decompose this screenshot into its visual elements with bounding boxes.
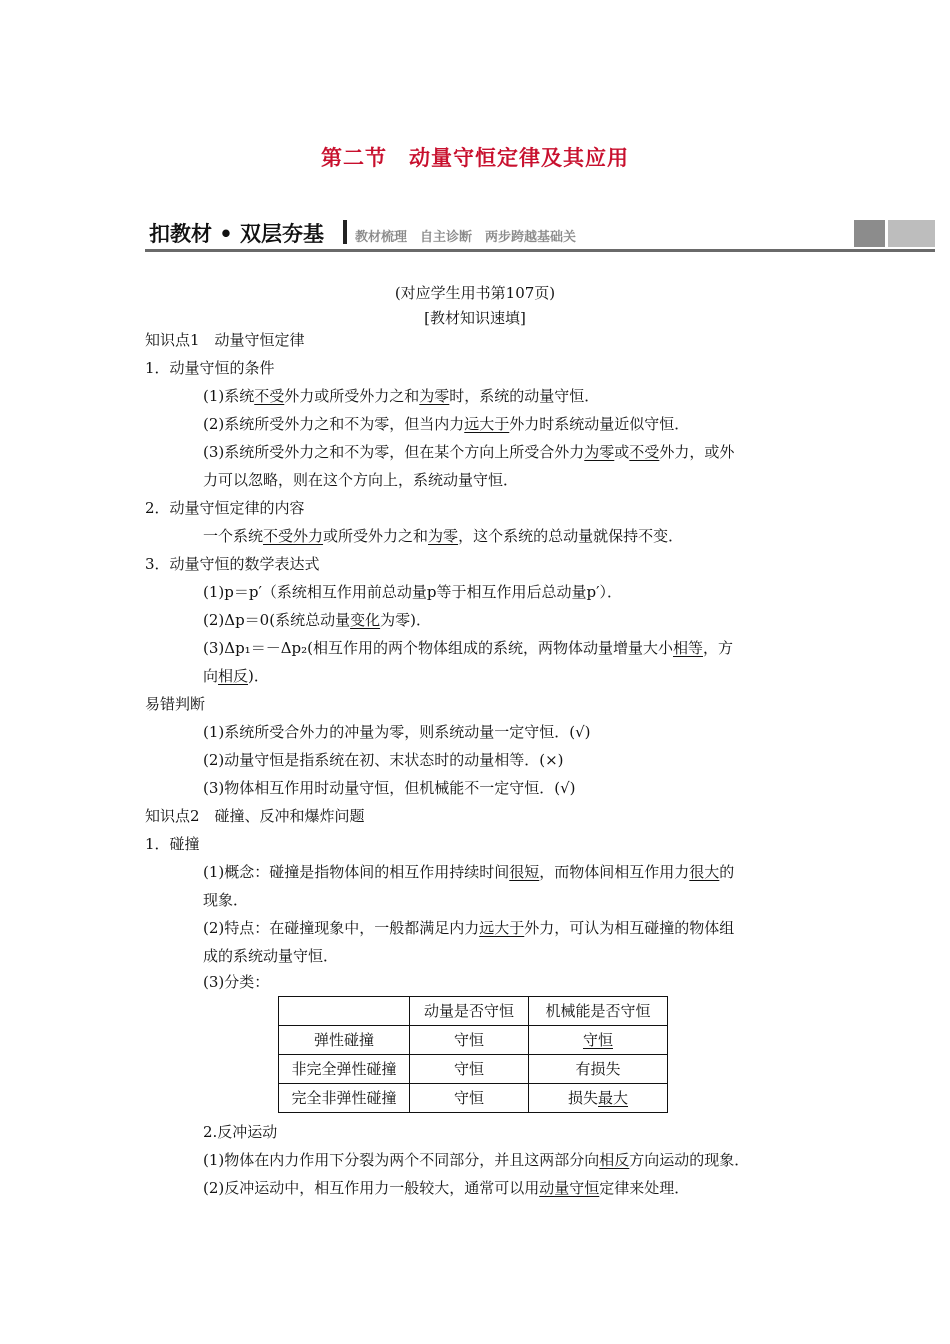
table-row (279, 1026, 668, 1055)
expression-1: (1)p＝p′（系统相互作用前总动量p等于相互作用后总动量p′）． (203, 583, 622, 601)
condition-3-cont: 力可以忽略，则在这个方向上，系统动量守恒． (203, 471, 519, 489)
judge-item: (3)物体相互作用时动量守恒，但机械能不一定守恒．(√) (203, 779, 576, 797)
page-reference: (对应学生用书第107页) (394, 284, 556, 302)
judge-title: 易错判断 (145, 695, 206, 713)
table-cell: 守恒 (410, 1084, 529, 1113)
expression-3: (3)Δp₁＝－Δp₂(相互作用的两个物体组成的系统，两物体动量增量大小相等，方 (203, 639, 734, 657)
collision-table (278, 996, 668, 1113)
table-cell: 守恒 (529, 1026, 668, 1055)
table-cell: 动量是否守恒 (410, 997, 529, 1026)
recoil-2: (2)反冲运动中，相互作用力一般较大，通常可以用动量守恒定律来处理． (203, 1179, 690, 1197)
section-header: [教材知识速填] (424, 309, 526, 327)
recoil-1: (1)物体在内力作用下分裂为两个不同部分，并且这两部分向相反方向运动的现象． (203, 1151, 750, 1169)
knowledge-point-1-title: 知识点1 动量守恒定律 (145, 331, 305, 349)
table-cell: 完全非弹性碰撞 (279, 1084, 410, 1113)
law-content: 一个系统不受外力或所受外力之和为零，这个系统的总动量就保持不变． (203, 527, 684, 545)
section-banner (145, 218, 935, 254)
condition-1: (1)系统不受外力或所受外力之和为零时，系统的动量守恒． (203, 387, 600, 405)
table-cell: 非完全弹性碰撞 (279, 1055, 410, 1084)
table-cell: 有损失 (529, 1055, 668, 1084)
judge-item: (1)系统所受合外力的冲量为零，则系统动量一定守恒．(√) (203, 723, 591, 741)
expression-3-cont: 向相反)． (203, 667, 269, 685)
banner-subtitle: 教材梳理 自主诊断 两步跨越基础关 (355, 230, 577, 245)
table-cell: 守恒 (410, 1055, 529, 1084)
banner-block-light (888, 220, 935, 247)
knowledge-point-2-title: 知识点2 碰撞、反冲和爆炸问题 (145, 807, 365, 825)
table-cell (279, 997, 410, 1026)
banner-title: 扣教材 • 双层夯基 (149, 222, 325, 246)
condition-3: (3)系统所受外力之和不为零，但在某个方向上所受合外力为零或不受外力，或外 (203, 443, 735, 461)
table-cell: 损失最大 (529, 1084, 668, 1113)
collision-feature-cont: 成的系统动量守恒． (203, 947, 339, 965)
banner-divider (343, 220, 347, 244)
table-row (279, 1084, 668, 1113)
expression-2: (2)Δp＝0(系统总动量变化为零)． (203, 611, 431, 629)
heading-recoil: 2.反冲运动 (203, 1123, 278, 1141)
page-title: 第二节 动量守恒定律及其应用 (321, 146, 629, 170)
table-cell: 弹性碰撞 (279, 1026, 410, 1055)
judge-item: (2)动量守恒是指系统在初、末状态时的动量相等．(×) (203, 751, 564, 769)
collision-feature: (2)特点：在碰撞现象中，一般都满足内力远大于外力，可认为相互碰撞的物体组 (203, 919, 735, 937)
table-cell: 守恒 (410, 1026, 529, 1055)
collision-concept: (1)概念：碰撞是指物体间的相互作用持续时间很短，而物体间相互作用力很大的 (203, 863, 735, 881)
table-header-row (279, 997, 668, 1026)
table-cell: 机械能是否守恒 (529, 997, 668, 1026)
collision-classification: (3)分类： (203, 973, 270, 991)
banner-block-dark (854, 220, 885, 247)
heading-collision: 1．碰撞 (145, 835, 200, 853)
table-row (279, 1055, 668, 1084)
heading-content: 2．动量守恒定律的内容 (145, 499, 305, 517)
heading-conditions: 1．动量守恒的条件 (145, 359, 275, 377)
banner-rule (145, 249, 935, 252)
heading-expressions: 3．动量守恒的数学表达式 (145, 555, 320, 573)
condition-2: (2)系统所受外力之和不为零，但当内力远大于外力时系统动量近似守恒． (203, 415, 690, 433)
collision-concept-cont: 现象． (203, 891, 249, 909)
